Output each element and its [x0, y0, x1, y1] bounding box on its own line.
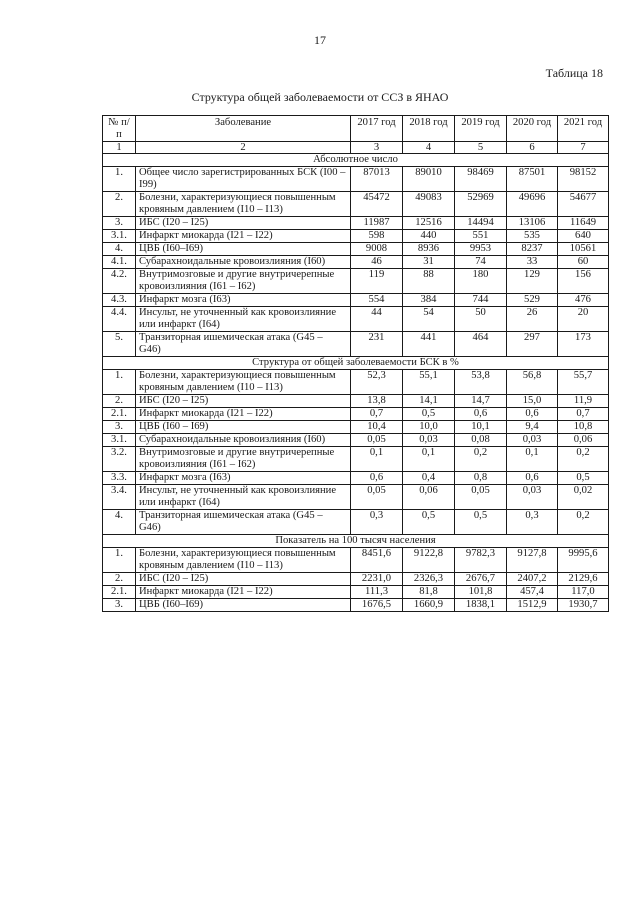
page-number: 17	[314, 33, 326, 47]
year-value: 535	[507, 230, 558, 243]
header-num: № п/п	[103, 116, 136, 142]
disease-name: Инсульт, не уточненный как кровоизлияние или инфаркт (I64)	[136, 485, 351, 510]
disease-name: Инфаркт миокарда (I21 – I22)	[136, 408, 351, 421]
row-number: 3.	[103, 217, 136, 230]
year-value: 56,8	[507, 370, 558, 395]
year-value: 89010	[403, 167, 455, 192]
disease-name: Инфаркт мозга (I63)	[136, 472, 351, 485]
table-row	[103, 192, 609, 217]
year-value: 60	[558, 256, 609, 269]
year-value: 9782,3	[455, 548, 507, 573]
year-value: 1930,7	[558, 599, 609, 612]
column-index: 6	[507, 142, 558, 154]
row-number: 4.	[103, 510, 136, 535]
disease-name: ЦВБ (I60–I69)	[136, 599, 351, 612]
column-index: 2	[136, 142, 351, 154]
year-value: 0,2	[558, 447, 609, 472]
year-value: 81,8	[403, 586, 455, 599]
year-value: 88	[403, 269, 455, 294]
table-row	[103, 307, 609, 332]
year-value: 98469	[455, 167, 507, 192]
year-value: 10561	[558, 243, 609, 256]
column-index: 3	[351, 142, 403, 154]
year-value: 13106	[507, 217, 558, 230]
row-number: 2.	[103, 395, 136, 408]
row-number: 1.	[103, 370, 136, 395]
year-value: 87013	[351, 167, 403, 192]
column-index: 5	[455, 142, 507, 154]
year-value: 14,7	[455, 395, 507, 408]
year-value: 31	[403, 256, 455, 269]
year-value: 0,03	[403, 434, 455, 447]
table-row	[103, 332, 609, 357]
table-row	[103, 230, 609, 243]
year-value: 0,03	[507, 434, 558, 447]
disease-name: Инсульт, не уточненный как кровоизлияние или инфаркт (I64)	[136, 307, 351, 332]
disease-name: ЦВБ (I60 – I69)	[136, 421, 351, 434]
disease-name: Инфаркт мозга (I63)	[136, 294, 351, 307]
year-value: 87501	[507, 167, 558, 192]
year-value: 74	[455, 256, 507, 269]
header-year: 2020 год	[507, 116, 558, 142]
disease-name: Транзиторная ишемическая атака (G45 – G46)	[136, 510, 351, 535]
disease-name: Общее число зарегистрированных БСК (I00 – I99)	[136, 167, 351, 192]
row-number: 3.	[103, 421, 136, 434]
row-number: 4.	[103, 243, 136, 256]
year-value: 0,5	[403, 408, 455, 421]
header-year: 2017 год	[351, 116, 403, 142]
year-value: 55,1	[403, 370, 455, 395]
year-value: 1838,1	[455, 599, 507, 612]
disease-name: Инфаркт миокарда (I21 – I22)	[136, 230, 351, 243]
row-number: 3.4.	[103, 485, 136, 510]
year-value: 0,3	[507, 510, 558, 535]
year-value: 33	[507, 256, 558, 269]
table-row	[103, 472, 609, 485]
section-header-row	[103, 357, 609, 370]
year-value: 2231,0	[351, 573, 403, 586]
disease-name: ИБС (I20 – I25)	[136, 573, 351, 586]
year-value: 50	[455, 307, 507, 332]
year-value: 44	[351, 307, 403, 332]
row-number: 1.	[103, 167, 136, 192]
year-value: 441	[403, 332, 455, 357]
year-value: 173	[558, 332, 609, 357]
header-year: 2019 год	[455, 116, 507, 142]
year-value: 53,8	[455, 370, 507, 395]
year-value: 9953	[455, 243, 507, 256]
year-value: 0,5	[403, 510, 455, 535]
year-value: 98152	[558, 167, 609, 192]
year-value: 13,8	[351, 395, 403, 408]
year-value: 10,1	[455, 421, 507, 434]
row-number: 1.	[103, 548, 136, 573]
table-row	[103, 269, 609, 294]
year-value: 457,4	[507, 586, 558, 599]
year-value: 476	[558, 294, 609, 307]
disease-name: Транзиторная ишемическая атака (G45 – G46)	[136, 332, 351, 357]
year-value: 0,02	[558, 485, 609, 510]
section-title: Абсолютное число	[103, 154, 609, 167]
table-row	[103, 256, 609, 269]
year-value: 9995,6	[558, 548, 609, 573]
year-value: 101,8	[455, 586, 507, 599]
row-number: 2.1.	[103, 408, 136, 421]
table-title: Структура общей заболеваемости от ССЗ в ЯНАО	[191, 90, 449, 104]
table-row	[103, 447, 609, 472]
year-value: 0,6	[507, 408, 558, 421]
section-header-row	[103, 535, 609, 548]
year-value: 1660,9	[403, 599, 455, 612]
row-number: 2.	[103, 573, 136, 586]
year-value: 0,06	[403, 485, 455, 510]
year-value: 52,3	[351, 370, 403, 395]
year-value: 10,4	[351, 421, 403, 434]
section-title: Структура от общей заболеваемости БСК в %	[103, 357, 609, 370]
table-row	[103, 395, 609, 408]
year-value: 2676,7	[455, 573, 507, 586]
year-value: 1676,5	[351, 599, 403, 612]
year-value: 119	[351, 269, 403, 294]
year-value: 9127,8	[507, 548, 558, 573]
year-value: 180	[455, 269, 507, 294]
year-value: 14,1	[403, 395, 455, 408]
table-row	[103, 370, 609, 395]
year-value: 0,1	[351, 447, 403, 472]
year-value: 12516	[403, 217, 455, 230]
disease-name: Болезни, характеризующиеся повышенным кровяным давлением (I10 – I13)	[136, 192, 351, 217]
year-value: 9122,8	[403, 548, 455, 573]
table-row	[103, 586, 609, 599]
year-value: 0,5	[558, 472, 609, 485]
year-value: 20	[558, 307, 609, 332]
year-value: 0,05	[351, 485, 403, 510]
disease-name: Субарахноидальные кровоизлияния (I60)	[136, 256, 351, 269]
column-index: 1	[103, 142, 136, 154]
table-row	[103, 167, 609, 192]
year-value: 8451,6	[351, 548, 403, 573]
year-value: 49083	[403, 192, 455, 217]
year-value: 156	[558, 269, 609, 294]
year-value: 0,2	[558, 510, 609, 535]
disease-name: Инфаркт миокарда (I21 – I22)	[136, 586, 351, 599]
year-value: 0,7	[558, 408, 609, 421]
year-value: 640	[558, 230, 609, 243]
year-value: 2407,2	[507, 573, 558, 586]
year-value: 231	[351, 332, 403, 357]
year-value: 0,5	[455, 510, 507, 535]
row-number: 4.2.	[103, 269, 136, 294]
year-value: 0,4	[403, 472, 455, 485]
year-value: 54	[403, 307, 455, 332]
year-value: 49696	[507, 192, 558, 217]
row-number: 4.3.	[103, 294, 136, 307]
year-value: 117,0	[558, 586, 609, 599]
table-label: Таблица 18	[545, 66, 603, 80]
year-value: 8237	[507, 243, 558, 256]
row-number: 3.3.	[103, 472, 136, 485]
disease-name: ИБС (I20 – I25)	[136, 217, 351, 230]
table-row	[103, 434, 609, 447]
year-value: 384	[403, 294, 455, 307]
column-index: 7	[558, 142, 609, 154]
year-value: 0,05	[455, 485, 507, 510]
row-number: 2.1.	[103, 586, 136, 599]
table-row	[103, 421, 609, 434]
table-row	[103, 485, 609, 510]
table-body	[103, 154, 609, 612]
table-row	[103, 217, 609, 230]
disease-name: Внутримозговые и другие внутричерепные кровоизлияния (I61 – I62)	[136, 269, 351, 294]
year-value: 45472	[351, 192, 403, 217]
year-value: 297	[507, 332, 558, 357]
year-value: 529	[507, 294, 558, 307]
disease-structure-table	[102, 115, 609, 612]
year-value: 9008	[351, 243, 403, 256]
year-value: 11987	[351, 217, 403, 230]
table-row	[103, 573, 609, 586]
year-value: 0,6	[455, 408, 507, 421]
year-value: 11649	[558, 217, 609, 230]
year-value: 52969	[455, 192, 507, 217]
table-row	[103, 510, 609, 535]
disease-name: Субарахноидальные кровоизлияния (I60)	[136, 434, 351, 447]
year-value: 464	[455, 332, 507, 357]
table-row	[103, 243, 609, 256]
section-title: Показатель на 100 тысяч населения	[103, 535, 609, 548]
disease-name: Болезни, характеризующиеся повышенным кровяным давлением (I10 – I13)	[136, 370, 351, 395]
year-value: 10,0	[403, 421, 455, 434]
year-value: 1512,9	[507, 599, 558, 612]
year-value: 0,6	[507, 472, 558, 485]
year-value: 0,08	[455, 434, 507, 447]
header-disease: Заболевание	[136, 116, 351, 142]
disease-name: ЦВБ (I60–I69)	[136, 243, 351, 256]
year-value: 2129,6	[558, 573, 609, 586]
section-header-row	[103, 154, 609, 167]
year-value: 111,3	[351, 586, 403, 599]
year-value: 0,1	[507, 447, 558, 472]
year-value: 0,03	[507, 485, 558, 510]
year-value: 0,2	[455, 447, 507, 472]
year-value: 10,8	[558, 421, 609, 434]
year-value: 0,06	[558, 434, 609, 447]
disease-name: ИБС (I20 – I25)	[136, 395, 351, 408]
table-row	[103, 294, 609, 307]
row-number: 5.	[103, 332, 136, 357]
header-year: 2021 год	[558, 116, 609, 142]
year-value: 0,3	[351, 510, 403, 535]
year-value: 9,4	[507, 421, 558, 434]
table-row	[103, 408, 609, 421]
year-value: 46	[351, 256, 403, 269]
row-number: 4.1.	[103, 256, 136, 269]
year-value: 0,7	[351, 408, 403, 421]
year-value: 0,6	[351, 472, 403, 485]
year-value: 0,8	[455, 472, 507, 485]
year-value: 15,0	[507, 395, 558, 408]
header-row	[103, 116, 609, 142]
header-year: 2018 год	[403, 116, 455, 142]
year-value: 440	[403, 230, 455, 243]
year-value: 26	[507, 307, 558, 332]
year-value: 54677	[558, 192, 609, 217]
disease-name: Болезни, характеризующиеся повышенным кровяным давлением (I10 – I13)	[136, 548, 351, 573]
year-value: 11,9	[558, 395, 609, 408]
year-value: 55,7	[558, 370, 609, 395]
year-value: 554	[351, 294, 403, 307]
row-number: 3.	[103, 599, 136, 612]
year-value: 14494	[455, 217, 507, 230]
row-number: 2.	[103, 192, 136, 217]
disease-name: Внутримозговые и другие внутричерепные кровоизлияния (I61 – I62)	[136, 447, 351, 472]
column-index: 4	[403, 142, 455, 154]
row-number: 3.2.	[103, 447, 136, 472]
row-number: 4.4.	[103, 307, 136, 332]
column-index-row	[103, 142, 609, 154]
year-value: 744	[455, 294, 507, 307]
table-row	[103, 548, 609, 573]
row-number: 3.1.	[103, 434, 136, 447]
year-value: 129	[507, 269, 558, 294]
year-value: 0,05	[351, 434, 403, 447]
table-row	[103, 599, 609, 612]
row-number: 3.1.	[103, 230, 136, 243]
year-value: 8936	[403, 243, 455, 256]
year-value: 2326,3	[403, 573, 455, 586]
year-value: 0,1	[403, 447, 455, 472]
year-value: 598	[351, 230, 403, 243]
year-value: 551	[455, 230, 507, 243]
